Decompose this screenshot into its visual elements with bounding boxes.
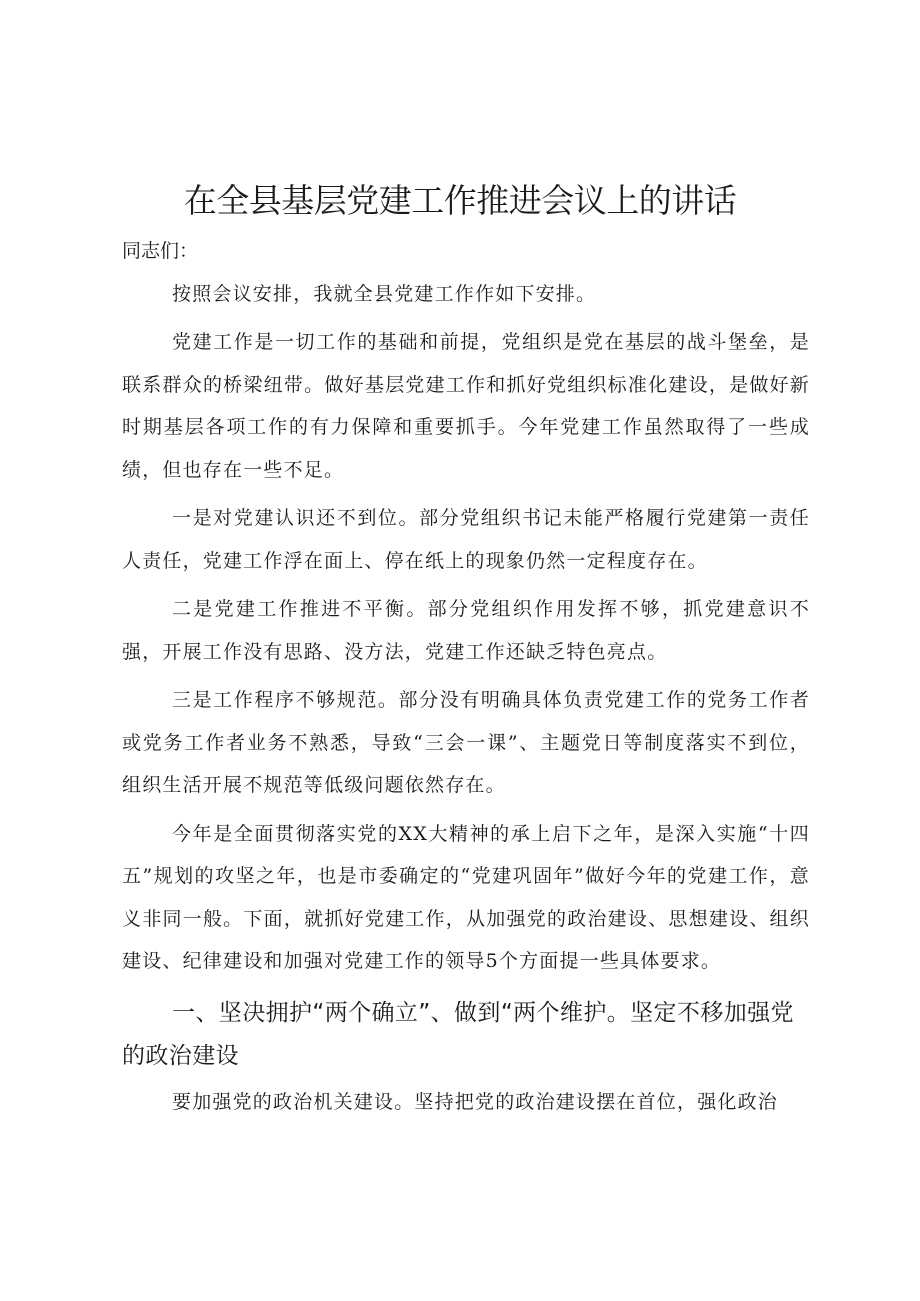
paragraph-issue-two: 二是党建工作推进不平衡。部分党组织作用发挥不够，抓党建意识不强，开展工作没有思路、没方法，党建工作还缺乏特色亮点。 [122,598,810,663]
section-heading: 一、坚决拥护“两个确立”、做到“两个维护。坚定不移加强党的政治建设 [122,999,794,1069]
document-body [122,230,810,1129]
salutation: 同志们： [122,240,199,262]
paragraph-foundation: 党建工作是一切工作的基础和前提，党组织是党在基层的战斗堡垒，是联系群众的桥梁纽带。做好基层党建工作和抓好党组织标准化建设，是做好新时期基层各项工作的有力保障和重要抓手。今年党建工作虽然取得了一些成绩，但也存在一些不足。 [122,331,810,481]
paragraph-intro: 按照会议安排，我就全县党建工作作如下安排。 [172,282,597,305]
paragraph-issue-one: 一是对党建认识还不到位。部分党组织书记未能严格履行党建第一责任人责任，党建工作浮在面上、停在纸上的现象仍然一定程度存在。 [122,507,810,572]
document-title: 在全县基层党建工作推进会议上的讲话 [183,181,737,220]
paragraph-issue-three: 三是工作程序不够规范。部分没有明确具体负责党建工作的党务工作者或党务工作者业务不熟悉，导致“三会一课”、主题党日等制度落实不到位，组织生活开展不规范等低级问题依然存在。 [122,689,810,796]
paragraph-this-year: 今年是全面贯彻落实党的XX大精神的承上启下之年，是深入实施“十四五”规划的攻坚之年，也是市委确定的“党建巩固年”做好今年的党建工作，意义非同一般。下面，就抓好党建工作，从加强党的政治建设、思想建设、组织建设、纪律建设和加强对党建工作的领导5个方面提一些具体要求。 [122,822,810,972]
paragraph-political-organ: 要加强党的政治机关建设。坚持把党的政治建设摆在首位，强化政治 [172,1090,779,1113]
